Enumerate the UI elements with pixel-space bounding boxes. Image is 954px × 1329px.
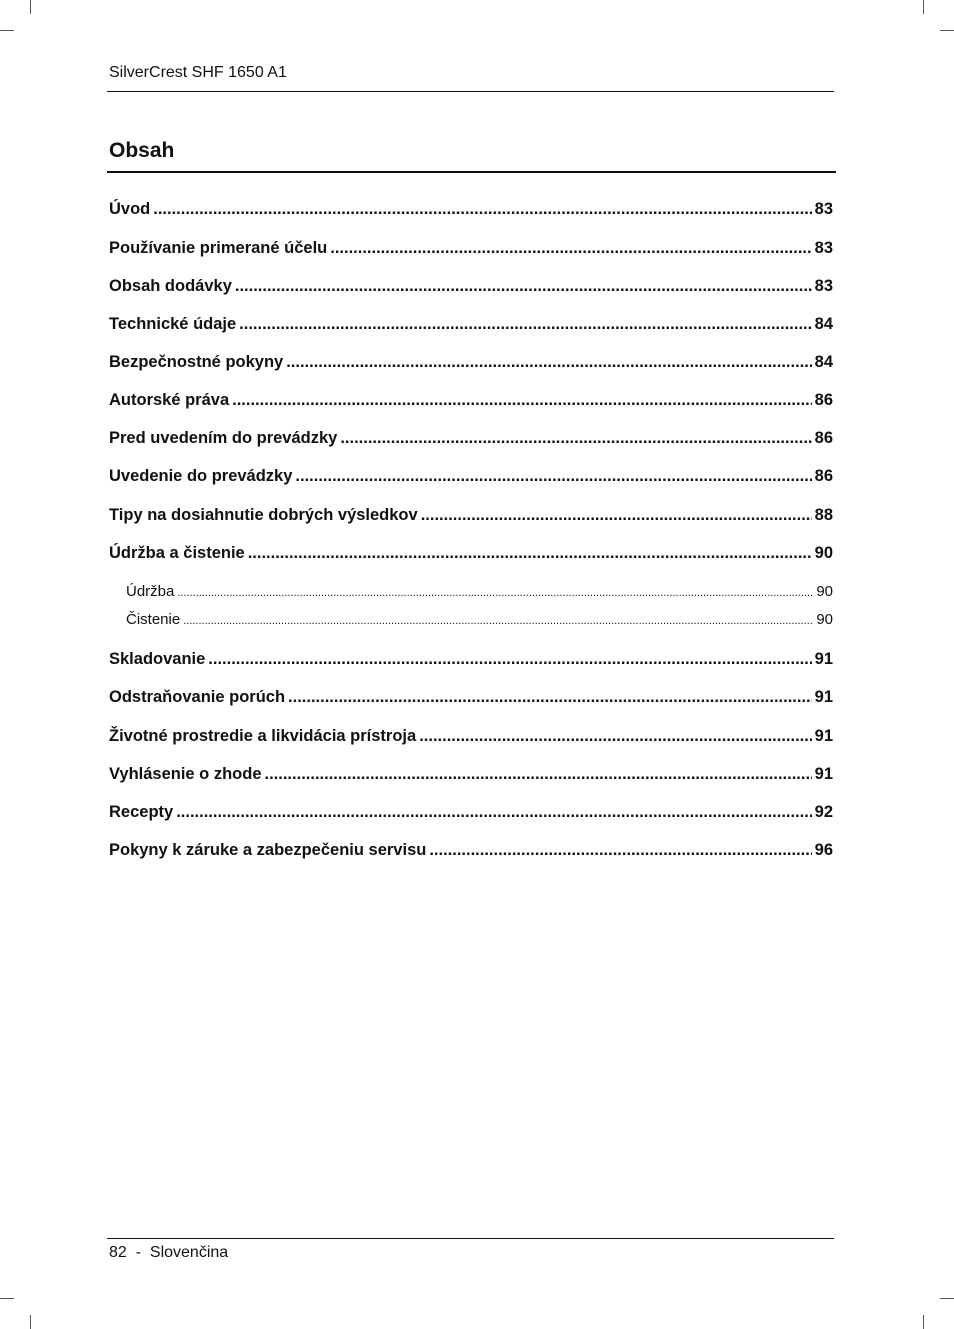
toc-entry-label: Údržba [126, 583, 175, 600]
toc-leader-dots [419, 727, 811, 746]
header-rule [107, 91, 834, 92]
toc-entry-page: 83 [814, 239, 833, 257]
toc-entry[interactable] [109, 583, 833, 600]
toc-entry[interactable] [109, 841, 833, 860]
toc-entry-label: Úvod [109, 200, 151, 218]
toc-entry[interactable] [109, 688, 833, 707]
toc-leader-dots [421, 506, 812, 525]
toc-entry[interactable] [109, 391, 833, 410]
toc-entry-page: 86 [814, 391, 833, 409]
toc-entry-label: Čistenie [126, 611, 181, 628]
crop-mark [940, 30, 954, 31]
toc-entry-label: Recepty [109, 803, 174, 821]
toc-leader-dots [176, 803, 811, 822]
toc-entry-label: Bezpečnostné pokyny [109, 353, 284, 371]
toc-entry[interactable] [109, 803, 833, 822]
toc-entry[interactable] [109, 429, 833, 448]
toc-leader-dots [183, 615, 813, 627]
toc-leader-dots [286, 353, 811, 372]
toc-leader-dots [248, 544, 812, 563]
footer-page-number: 82 [109, 1244, 127, 1261]
toc-entry-label: Skladovanie [109, 650, 206, 668]
toc-entry-label: Údržba a čistenie [109, 544, 245, 562]
toc-entry-page: 90 [814, 544, 833, 562]
toc-leader-dots [265, 765, 812, 784]
crop-mark [923, 0, 924, 14]
title-rule [107, 171, 836, 173]
toc-entry-page: 84 [814, 315, 833, 333]
toc-entry-page: 90 [816, 583, 833, 600]
footer-language: Slovenčina [149, 1244, 229, 1261]
running-footer [109, 1244, 228, 1262]
toc-entry-label: Pokyny k záruke a zabezpečeniu servisu [109, 841, 427, 859]
toc-entry[interactable] [109, 650, 833, 669]
toc-entry[interactable] [109, 765, 833, 784]
crop-mark [30, 1315, 31, 1329]
toc-entry-page: 91 [814, 727, 833, 745]
toc-entry-page: 86 [814, 429, 833, 447]
crop-mark [0, 1298, 14, 1299]
page-title: Obsah [109, 139, 175, 162]
toc-entry-label: Používanie primerané účelu [109, 239, 328, 257]
toc-leader-dots [330, 239, 811, 258]
toc-entry[interactable] [109, 544, 833, 563]
toc-entry[interactable] [109, 277, 833, 296]
toc-entry-page: 91 [814, 688, 833, 706]
toc-entry-page: 88 [814, 506, 833, 524]
toc-entry[interactable] [109, 467, 833, 486]
running-header: SilverCrest SHF 1650 A1 [109, 64, 287, 81]
toc-entry-label: Tipy na dosiahnutie dobrých výsledkov [109, 506, 418, 524]
toc-entry-page: 90 [816, 611, 833, 628]
toc-leader-dots [429, 841, 811, 860]
toc-entry-page: 83 [814, 277, 833, 295]
toc-leader-dots [295, 467, 811, 486]
toc-entry-label: Vyhlásenie o zhode [109, 765, 262, 783]
toc-entry-label: Obsah dodávky [109, 277, 232, 295]
toc-entry-label: Pred uvedením do prevádzky [109, 429, 338, 447]
toc-entry-label: Životné prostredie a likvidácia prístroja [109, 727, 417, 745]
crop-mark [940, 1298, 954, 1299]
toc-entry[interactable] [109, 611, 833, 628]
toc-entry[interactable] [109, 200, 833, 219]
toc-entry-page: 91 [814, 650, 833, 668]
toc-entry[interactable] [109, 315, 833, 334]
crop-mark [30, 0, 31, 14]
toc-entry-label: Uvedenie do prevádzky [109, 467, 293, 485]
toc-leader-dots [239, 315, 811, 334]
toc-entry-label: Odstraňovanie porúch [109, 688, 286, 706]
footer-rule [107, 1238, 834, 1239]
toc-entry-page: 86 [814, 467, 833, 485]
crop-mark [923, 1315, 924, 1329]
toc-entry-page: 84 [814, 353, 833, 371]
crop-mark [0, 30, 14, 31]
toc-entry-page: 91 [814, 765, 833, 783]
toc-entry[interactable] [109, 506, 833, 525]
toc-entry[interactable] [109, 239, 833, 258]
toc-entry-label: Technické údaje [109, 315, 237, 333]
toc-entry-page: 92 [814, 803, 833, 821]
toc-leader-dots [177, 587, 813, 599]
toc-entry[interactable] [109, 727, 833, 746]
toc-entry-label: Autorské práva [109, 391, 230, 409]
toc-leader-dots [153, 200, 811, 219]
toc-leader-dots [235, 277, 812, 296]
toc-leader-dots [232, 391, 812, 410]
toc-entry[interactable] [109, 353, 833, 372]
toc-leader-dots [288, 688, 812, 707]
toc-entry-page: 96 [814, 841, 833, 859]
toc-leader-dots [208, 650, 811, 669]
footer-separator: - [135, 1244, 142, 1261]
toc-leader-dots [340, 429, 811, 448]
toc-entry-page: 83 [814, 200, 833, 218]
